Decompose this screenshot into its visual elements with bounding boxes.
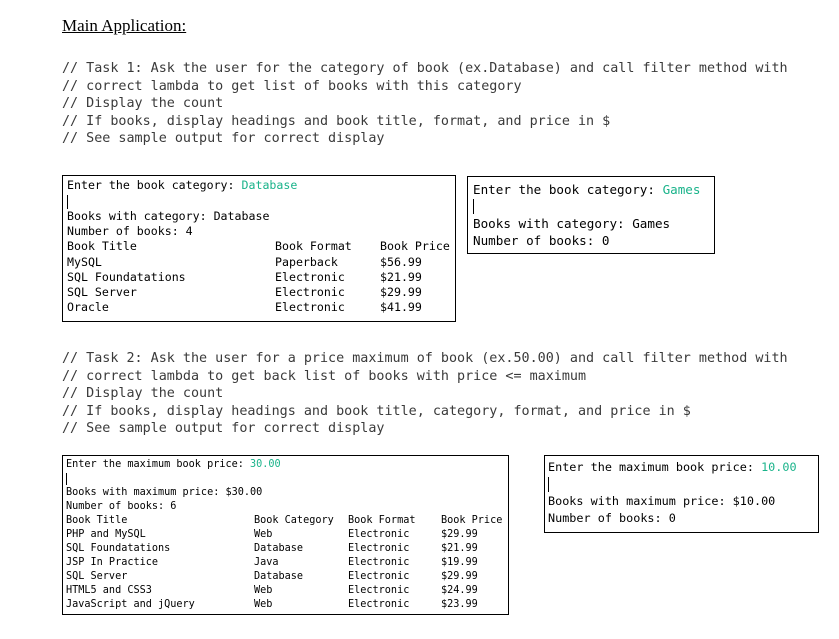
table-cell: Web	[254, 585, 273, 596]
prompt-text: Enter the maximum book price:	[548, 460, 762, 474]
user-input: 30.00	[250, 459, 281, 470]
table-cell: $21.99	[441, 543, 478, 554]
task2-comments	[62, 350, 788, 438]
count-line: Number of books: 0	[473, 233, 610, 248]
table-cell: $19.99	[441, 557, 478, 568]
table-cell: Oracle	[67, 300, 109, 314]
table-cell: HTML5 and CSS3	[66, 585, 152, 596]
count-line: Number of books: 6	[66, 501, 177, 512]
table-cell: Java	[254, 557, 279, 568]
prompt-text: Enter the maximum book price:	[66, 459, 251, 470]
result-line: Books with category: Games	[473, 216, 671, 231]
page-heading: Main Application:	[62, 16, 187, 35]
table-cell: JavaScript and jQuery	[66, 599, 195, 610]
comment-line: // Display the count	[62, 386, 224, 401]
table-cell: $29.99	[380, 285, 422, 299]
result-line: Books with maximum price: $30.00	[66, 487, 263, 498]
table-cell: Electronic	[348, 599, 410, 610]
header-price: Book Price	[380, 239, 450, 253]
table-cell: Web	[254, 599, 273, 610]
text-cursor	[66, 473, 67, 485]
table-cell: Electronic	[348, 571, 410, 582]
comment-line: // correct lambda to get back list of books with price <= maximum	[62, 368, 587, 384]
prompt-line	[66, 458, 281, 472]
comment-line: // Task 2: Ask the user for a price maximum of book (ex.50.00) and call filter method with	[62, 351, 788, 366]
header-title: Book Title	[66, 515, 128, 526]
table-cell: Electronic	[275, 270, 345, 284]
table-cell: Paperback	[275, 255, 338, 269]
table-cell: $29.99	[441, 571, 478, 582]
user-input: Database	[241, 178, 298, 192]
task2-console-price-10	[544, 455, 819, 533]
prompt-line	[473, 181, 700, 198]
task1-console-games	[467, 176, 715, 254]
text-cursor	[67, 195, 68, 209]
prompt-text: Enter the book category:	[67, 178, 242, 192]
table-cell: $29.99	[441, 529, 478, 540]
count-line: Number of books: 4	[67, 224, 193, 238]
header-format: Book Format	[348, 515, 416, 526]
prompt-line	[548, 459, 797, 476]
header-price: Book Price	[441, 515, 503, 526]
table-cell: Database	[254, 571, 304, 582]
result-line: Books with maximum price: $10.00	[548, 494, 776, 508]
comment-line: // Task 1: Ask the user for the category of book (ex.Database) and call filter method with	[62, 61, 788, 76]
table-cell: Electronic	[348, 543, 410, 554]
task1-console-database	[62, 175, 456, 322]
table-cell: SQL Foundatations	[66, 543, 171, 554]
table-cell: Electronic	[275, 285, 345, 299]
table-cell: Database	[254, 543, 304, 554]
text-cursor	[473, 199, 474, 214]
table-cell: JSP In Practice	[66, 557, 159, 568]
text-cursor	[548, 477, 549, 492]
user-input: Games	[662, 182, 701, 197]
table-cell: $21.99	[380, 270, 422, 284]
table-cell: SQL Foundatations	[67, 270, 186, 284]
table-cell: PHP and MySQL	[66, 529, 146, 540]
comment-line: // Display the count	[62, 96, 224, 111]
header-category: Book Category	[254, 515, 334, 526]
comment-line: // See sample output for correct display	[62, 421, 385, 436]
table-cell: $24.99	[441, 585, 478, 596]
table-cell: Electronic	[275, 300, 345, 314]
comment-line: // correct lambda to get list of books with this category	[62, 78, 522, 94]
prompt-line	[67, 178, 297, 193]
table-cell: $41.99	[380, 300, 422, 314]
prompt-text: Enter the book category:	[473, 182, 663, 197]
table-cell: Electronic	[348, 585, 410, 596]
table-cell: Electronic	[348, 557, 410, 568]
task2-console-price-30	[62, 455, 509, 615]
count-line: Number of books: 0	[548, 511, 676, 525]
comment-line: // If books, display headings and book title, category, format, and price in $	[62, 403, 691, 419]
user-input: 10.00	[761, 460, 797, 474]
table-cell: Web	[254, 529, 273, 540]
header-format: Book Format	[275, 239, 352, 253]
table-cell: SQL Server	[67, 285, 137, 299]
task1-comments	[62, 60, 788, 148]
result-line: Books with category: Database	[67, 209, 270, 223]
table-cell: Electronic	[348, 529, 410, 540]
table-cell: $23.99	[441, 599, 478, 610]
table-cell: MySQL	[67, 255, 102, 269]
header-title: Book Title	[67, 239, 137, 253]
comment-line: // If books, display headings and book title, format, and price in $	[62, 113, 611, 129]
comment-line: // See sample output for correct display	[62, 131, 385, 146]
table-cell: SQL Server	[66, 571, 128, 582]
table-cell: $56.99	[380, 255, 422, 269]
